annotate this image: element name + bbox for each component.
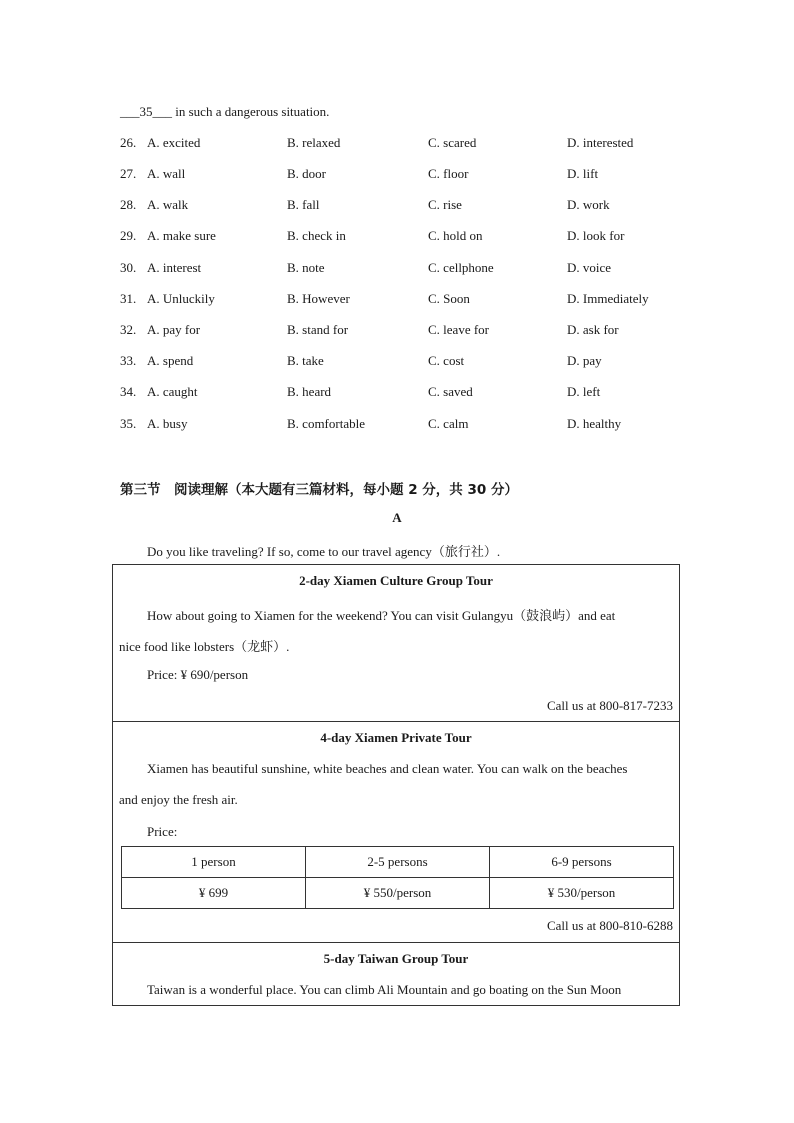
question-item — [120, 416, 720, 434]
option-d: D. Immediately — [567, 291, 649, 306]
question-number: 34. — [120, 384, 137, 399]
option-c: C. rise — [428, 197, 462, 212]
tour-description: Taiwan is a wonderful place. You can climb Ali Mountain and go boating on the Sun Moon — [147, 982, 622, 997]
tour-card-xiamen-culture — [112, 564, 680, 722]
option-b: B. note — [287, 260, 325, 275]
price-table-header-row — [122, 847, 674, 878]
option-a: A. spend — [147, 353, 194, 368]
intro-line: ___35___ in such a dangerous situation. — [120, 104, 330, 119]
option-c: C. hold on — [428, 228, 483, 243]
passage-letter: A — [392, 510, 402, 525]
option-a: A. interest — [147, 260, 202, 275]
option-d: D. voice — [567, 260, 612, 275]
option-a: A. make sure — [147, 228, 216, 243]
question-number: 29. — [120, 228, 137, 243]
option-a: A. excited — [147, 135, 201, 150]
option-b: B. fall — [287, 197, 320, 212]
option-c: C. Soon — [428, 291, 470, 306]
option-d: D. lift — [567, 166, 599, 181]
question-item — [120, 228, 720, 246]
tour-card-taiwan — [112, 942, 680, 1006]
option-c: C. cost — [428, 353, 465, 368]
tour-price: Price: ¥ 690/person — [147, 667, 249, 682]
option-c: C. leave for — [428, 322, 490, 337]
tour-description-cont: nice food like lobsters（龙虾）. — [119, 639, 290, 654]
question-item — [120, 353, 720, 371]
tour-description-cont: and enjoy the fresh air. — [119, 792, 238, 807]
option-b: B. relaxed — [287, 135, 341, 150]
tour-phone: Call us at 800-817-7233 — [546, 698, 673, 713]
question-number: 26. — [120, 135, 137, 150]
option-c: C. cellphone — [428, 260, 494, 275]
question-item — [120, 166, 720, 184]
option-a: A. wall — [147, 166, 186, 181]
question-item — [120, 197, 720, 215]
question-number: 33. — [120, 353, 137, 368]
option-d: D. look for — [567, 228, 625, 243]
option-d: D. work — [567, 197, 610, 212]
question-item — [120, 322, 720, 340]
question-number: 35. — [120, 416, 137, 431]
option-d: D. pay — [567, 353, 602, 368]
option-c: C. saved — [428, 384, 473, 399]
question-number: 32. — [120, 322, 137, 337]
price-table-value-row — [122, 878, 674, 909]
price-table — [121, 846, 674, 909]
price-table-cell: 2-5 persons — [306, 847, 490, 878]
option-b: B. heard — [287, 384, 332, 399]
option-b: B. comfortable — [287, 416, 365, 431]
tour-title: 2-day Xiamen Culture Group Tour — [299, 573, 493, 588]
option-a: A. caught — [147, 384, 198, 399]
option-d: D. left — [567, 384, 601, 399]
tour-description: How about going to Xiamen for the weekend? You can visit Gulangyu（鼓浪屿）and eat — [147, 608, 616, 623]
tour-phone: Call us at 800-810-6288 — [546, 918, 673, 933]
option-a: A. Unluckily — [147, 291, 215, 306]
option-b: B. take — [287, 353, 324, 368]
question-item — [120, 384, 720, 402]
question-number: 28. — [120, 197, 137, 212]
option-a: A. pay for — [147, 322, 201, 337]
option-a: A. busy — [147, 416, 188, 431]
tour-title: 4-day Xiamen Private Tour — [320, 730, 472, 745]
tour-title: 5-day Taiwan Group Tour — [323, 951, 469, 966]
option-b: B. stand for — [287, 322, 349, 337]
question-number: 31. — [120, 291, 137, 306]
option-b: B. However — [287, 291, 350, 306]
option-a: A. walk — [147, 197, 189, 212]
question-item — [120, 135, 720, 153]
question-item — [120, 291, 720, 309]
tour-card-xiamen-private — [112, 721, 680, 943]
price-table-cell: ¥ 530/person — [490, 878, 674, 909]
question-number: 27. — [120, 166, 137, 181]
price-table-cell: ¥ 550/person — [306, 878, 490, 909]
price-table-cell: ¥ 699 — [122, 878, 306, 909]
option-b: B. check in — [287, 228, 346, 243]
section-title: 第三节 阅读理解（本大题有三篇材料，每小题 2 分，共 30 分） — [120, 482, 518, 498]
question-item — [120, 260, 720, 278]
option-d: D. ask for — [567, 322, 619, 337]
option-c: C. scared — [428, 135, 477, 150]
option-c: C. calm — [428, 416, 469, 431]
price-table-cell: 6-9 persons — [490, 847, 674, 878]
option-b: B. door — [287, 166, 326, 181]
tour-price-label: Price: — [147, 824, 178, 839]
passage-intro: Do you like traveling? If so, come to our travel agency（旅行社）. — [147, 544, 501, 559]
question-number: 30. — [120, 260, 137, 275]
option-c: C. floor — [428, 166, 469, 181]
option-d: D. healthy — [567, 416, 622, 431]
price-table-cell: 1 person — [122, 847, 306, 878]
tour-description: Xiamen has beautiful sunshine, white beaches and clean water. You can walk on the beaches — [147, 761, 628, 776]
option-d: D. interested — [567, 135, 634, 150]
